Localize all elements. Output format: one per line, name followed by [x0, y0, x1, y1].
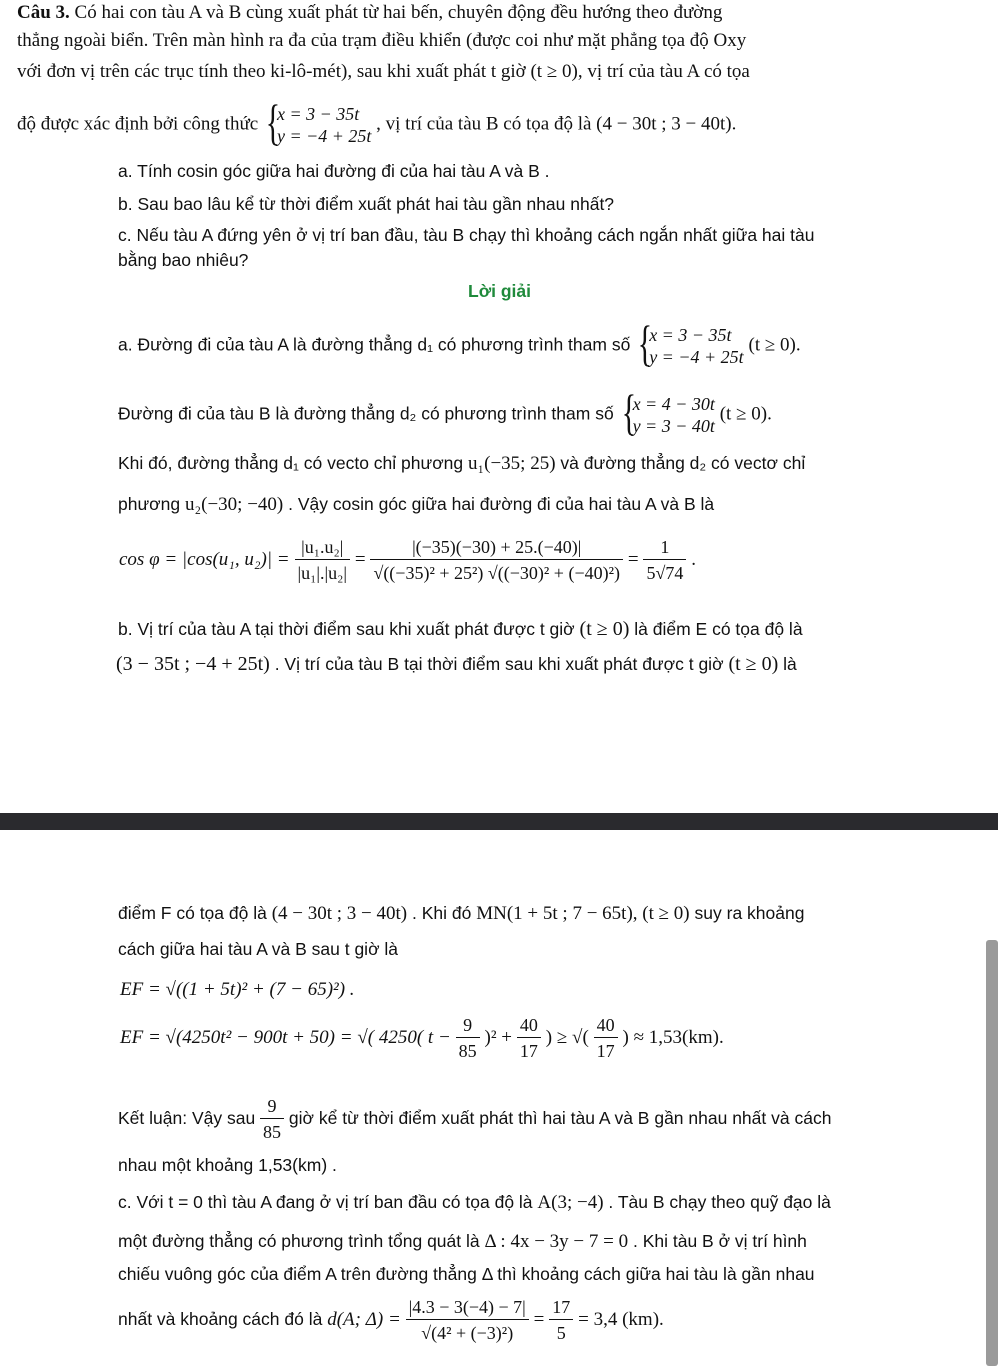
solution-text: suy ra khoảng [694, 903, 805, 923]
denominator: 5√74 [646, 563, 684, 583]
solution-c-line-1 [118, 1190, 831, 1215]
equation-row: y = 3 − 40t [632, 416, 715, 436]
problem-text: , vị trí của tàu B có tọa độ là [376, 113, 592, 135]
question-a: a. Tính cosin góc giữa hai đường đi của hai tàu A và B . [118, 161, 550, 181]
formula-part: = 3,4 (km). [578, 1309, 664, 1331]
solution-text: (t ≥ 0). [748, 334, 801, 356]
formula-part: ) ≈ 1,53(km). [622, 1027, 724, 1049]
solution-text: một đường thẳng có phương trình tổng quát là [118, 1231, 480, 1251]
solution-text: điểm F có tọa độ là [118, 903, 267, 923]
problem-line-2 [17, 29, 746, 53]
math-inline: A(3; −4) [537, 1192, 604, 1213]
equation-system-d1 [635, 324, 743, 368]
math-inline: (t ≥ 0) [728, 653, 779, 675]
solution-header: Lời giải [468, 281, 532, 301]
denominator: 17 [519, 1041, 538, 1061]
scrollbar[interactable] [986, 940, 998, 1366]
solution-text: . Vị trí của tàu B tại thời điểm sau khi xuất phát được t giờ [274, 654, 724, 674]
math-inline: (t ≥ 0) [579, 618, 630, 640]
vector-u1: u₁(−35; 25) [468, 453, 556, 474]
solution-text: Khi đó, đường thẳng d₁ có vecto chỉ phương [118, 453, 464, 473]
formula-lhs: cos φ = |cos(u₁, u₂)| = [119, 549, 290, 571]
equation-system-a [263, 103, 371, 147]
solution-text: nhất và khoảng cách đó là [118, 1309, 323, 1330]
solution-text: và đường thẳng d₂ có vectơ chỉ [560, 453, 806, 473]
distance-formula-1 [120, 977, 355, 1002]
numerator: |4.3 − 3(−4) − 7| [406, 1295, 529, 1320]
problem-line-1 [17, 1, 722, 25]
math-inline: (3 − 35t ; −4 + 25t) [116, 653, 270, 675]
solution-b-line-2 [116, 652, 797, 676]
solution-text: (t ≥ 0). [719, 403, 772, 425]
solution-text: là [783, 654, 797, 674]
solution-text: Kết luận: Vậy sau [118, 1108, 256, 1129]
problem-line-4 [17, 103, 736, 147]
distance-formula-2 [120, 1013, 724, 1064]
fraction [643, 535, 686, 586]
solution-c-line-2 [118, 1229, 807, 1254]
problem-text: thẳng ngoài biển. Trên màn hình ra đa của trạm điều khiển (được coi như mặt phẳng tọa độ Oxy [17, 30, 747, 51]
numerator: |(−35)(−30) + 25.(−40)| [370, 535, 623, 560]
solution-text: b. Vị trí của tàu A tại thời điểm sau khi xuất phát được t giờ [118, 619, 575, 639]
solution-text: c. Với t = 0 thì tàu A đang ở vị trí ban đầu có tọa độ là [118, 1192, 533, 1212]
numerator: 17 [549, 1295, 573, 1320]
solution-text: . Khi tàu B ở vị trí hình [632, 1231, 807, 1251]
line-equation: Δ : 4x − 3y − 7 = 0 [484, 1231, 629, 1252]
math-inline: (4 − 30t ; 3 − 40t) [271, 903, 408, 924]
numerator: 1 [643, 535, 686, 560]
numerator: |u₁.u₂| [295, 535, 350, 560]
equation-row: y = −4 + 25t [276, 126, 372, 146]
problem-text: (4 − 30t ; 3 − 40t). [596, 113, 737, 135]
formula-part: ) ≥ √( [545, 1027, 589, 1049]
numerator: 9 [260, 1094, 284, 1119]
numerator: 40 [594, 1013, 618, 1038]
document-page-bottom [0, 830, 998, 1366]
solution-b-line-1 [118, 617, 803, 641]
page-separator [0, 800, 998, 830]
conclusion-line-2: nhau một khoảng 1,53(km) . [118, 1155, 337, 1175]
problem-text: (t ≥ 0), vị trí của tàu A có tọa [530, 61, 750, 82]
equation-row: y = −4 + 25t [649, 347, 744, 367]
solution-a-line-2 [118, 393, 772, 437]
problem-text: độ được xác định bởi công thức [17, 113, 259, 135]
fraction [295, 535, 350, 586]
cosine-formula: cos φ = |cos(u₁, u₂)| = $\frac{\text{|u₁.u₂|}}{\text{|u₁|.|u₂|}}$ = $\frac{|(-35)(-30) + 25.(-40)|}{\text{√((−35)² + 25²) √((−30)² + (−40)²)}}$ = $\frac{1}{5√74}$ . [119, 535, 696, 586]
denominator: √((−35)² + 25²) √((−30)² + (−40)²) [373, 563, 620, 583]
solution-b-line-4: cách giữa hai tàu A và B sau t giờ là [118, 939, 399, 959]
denominator: 17 [596, 1041, 615, 1061]
question-c-line-1: c. Nếu tàu A đứng yên ở vị trí ban đầu, tàu B chạy thì khoảng cách ngắn nhất giữa hai tàu [118, 225, 815, 245]
denominator: |u₁|.|u₂| [297, 563, 347, 583]
solution-text: . Tàu B chạy theo quỹ đạo là [608, 1192, 831, 1212]
formula-part: )² + [484, 1027, 513, 1049]
solution-text: là điểm E có tọa độ là [634, 619, 803, 639]
fraction [594, 1013, 618, 1064]
solution-text: a. Đường đi của tàu A là đường thẳng d₁ có phương trình tham số [118, 334, 631, 355]
solution-a-line-4 [118, 492, 714, 517]
solution-text: phương [118, 494, 181, 514]
fraction [406, 1295, 529, 1346]
fraction [517, 1013, 541, 1064]
vector-mn: MN(1 + 5t ; 7 − 65t), (t ≥ 0) [476, 903, 690, 924]
question-b: b. Sau bao lâu kể từ thời điểm xuất phát hai tàu gần nhau nhất? [118, 194, 615, 214]
fraction [260, 1094, 284, 1145]
conclusion-line-1 [118, 1094, 831, 1145]
equation-row: { x = 3 − 35t [649, 325, 732, 345]
solution-text: . Khi đó [412, 903, 472, 923]
denominator: 5 [556, 1323, 566, 1343]
fraction [370, 535, 623, 586]
problem-line-3 [17, 60, 750, 84]
vector-u2: u₂(−30; −40) [185, 494, 284, 515]
formula: EF = √((1 + 5t)² + (7 − 65)²) . [120, 979, 355, 1000]
solution-text: Đường đi của tàu B là đường thẳng d₂ có phương trình tham số [118, 403, 614, 424]
denominator: √(4² + (−3)²) [421, 1323, 514, 1343]
problem-title: Câu 3. [17, 2, 70, 23]
numerator: 40 [517, 1013, 541, 1038]
solution-a-line-3 [118, 451, 805, 476]
fraction [549, 1295, 573, 1346]
numerator: 9 [456, 1013, 480, 1038]
fraction [456, 1013, 480, 1064]
solution-b-line-3 [118, 901, 804, 926]
solution-text: giờ kể từ thời điểm xuất phát thì hai tàu A và B gần nhau nhất và cách [288, 1108, 832, 1129]
solution-c-line-3: chiếu vuông góc của điểm A trên đường thẳng Δ thì khoảng cách giữa hai tàu là gần nhau [118, 1264, 815, 1284]
denominator: 85 [263, 1122, 282, 1142]
formula-part: EF = √(4250t² − 900t + 50) = √( 4250( t − [120, 1027, 451, 1049]
formula-part: = [533, 1309, 545, 1331]
equation-row: { x = 3 − 35t [276, 104, 360, 124]
solution-text: . Vậy cosin góc giữa hai đường đi của hai tàu A và B là [288, 494, 715, 514]
solution-a-line-1 [118, 324, 801, 368]
equation-row: { x = 4 − 30t [632, 394, 715, 414]
formula-part: d(A; Δ) = [327, 1309, 401, 1331]
problem-text: Có hai con tàu A và B cùng xuất phát từ hai bến, chuyên động đều hướng theo đường [74, 2, 723, 23]
solution-c-line-4 [118, 1295, 664, 1346]
problem-text: với đơn vị trên các trục tính theo ki-lô-mét), sau khi xuất phát t giờ [17, 61, 526, 82]
denominator: 85 [458, 1041, 477, 1061]
question-c-line-2: bằng bao nhiêu? [118, 250, 249, 270]
equation-system-d2 [619, 393, 715, 437]
